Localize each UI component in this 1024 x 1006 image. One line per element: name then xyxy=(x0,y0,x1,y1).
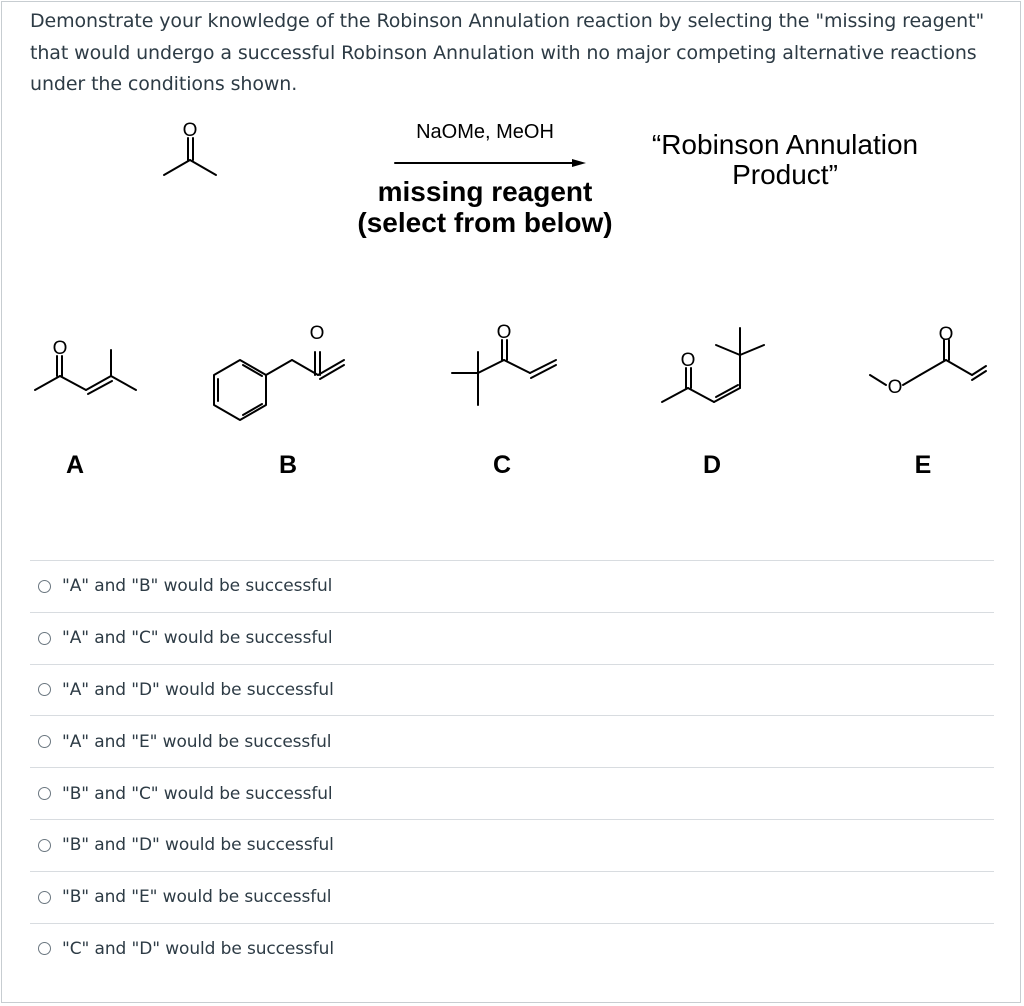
missing-reagent-label xyxy=(340,176,630,238)
reagent-e-carbonyl-oxygen-label: O xyxy=(938,324,954,345)
answer-option[interactable] xyxy=(30,560,994,612)
radio-button[interactable] xyxy=(38,580,51,593)
reagent-c-letter: C xyxy=(492,451,512,479)
reagent-d-oxygen-label: O xyxy=(680,350,696,371)
answer-list xyxy=(30,560,994,974)
answer-label: "B" and "E" would be successful xyxy=(62,887,332,908)
answer-label: "A" and "B" would be successful xyxy=(62,576,333,597)
product-line2: Product” xyxy=(732,159,838,190)
product-line1: “Robinson Annulation xyxy=(651,129,919,160)
answer-label: "B" and "C" would be successful xyxy=(62,783,333,804)
radio-button[interactable] xyxy=(38,891,51,904)
answer-option[interactable] xyxy=(30,819,994,871)
reagent-a-letter: A xyxy=(65,451,85,479)
answer-label: "A" and "E" would be successful xyxy=(62,731,332,752)
reagent-c-oxygen-label: O xyxy=(496,322,512,343)
reagent-e-ether-oxygen-label: O xyxy=(887,377,903,398)
answer-option[interactable] xyxy=(30,923,994,975)
reagent-b-letter: B xyxy=(278,451,298,479)
reagent-e-letter: E xyxy=(914,451,932,479)
radio-button[interactable] xyxy=(38,787,51,800)
radio-button[interactable] xyxy=(38,683,51,696)
answer-label: "A" and "C" would be successful xyxy=(62,628,333,649)
missing-reagent-line1: missing reagent xyxy=(377,176,593,207)
reagent-b-oxygen-label: O xyxy=(309,323,325,344)
answer-label: "A" and "D" would be successful xyxy=(62,679,334,700)
answer-option[interactable] xyxy=(30,612,994,664)
missing-reagent-line2: (select from below) xyxy=(357,207,613,238)
answer-option[interactable] xyxy=(30,871,994,923)
product-label xyxy=(630,130,940,190)
answer-option[interactable] xyxy=(30,767,994,819)
radio-button[interactable] xyxy=(38,632,51,645)
answer-option[interactable] xyxy=(30,664,994,716)
reaction-conditions: NaOMe, MeOH xyxy=(416,121,554,143)
question-text: Demonstrate your knowledge of the Robinson Annulation reaction by selecting the "missing reagent" that would undergo a successful Robinson Annulation with no major competing alternative reactions under the conditions shown. xyxy=(30,10,985,95)
answer-option[interactable] xyxy=(30,715,994,767)
reagent-a-oxygen-label: O xyxy=(52,338,68,359)
radio-button[interactable] xyxy=(38,839,51,852)
radio-button[interactable] xyxy=(38,735,51,748)
reagent-d-letter: D xyxy=(702,451,722,479)
radio-button[interactable] xyxy=(38,942,51,955)
answer-label: "C" and "D" would be successful xyxy=(62,938,334,959)
acetone-oxygen-label: O xyxy=(182,120,198,141)
answer-label: "B" and "D" would be successful xyxy=(62,835,334,856)
